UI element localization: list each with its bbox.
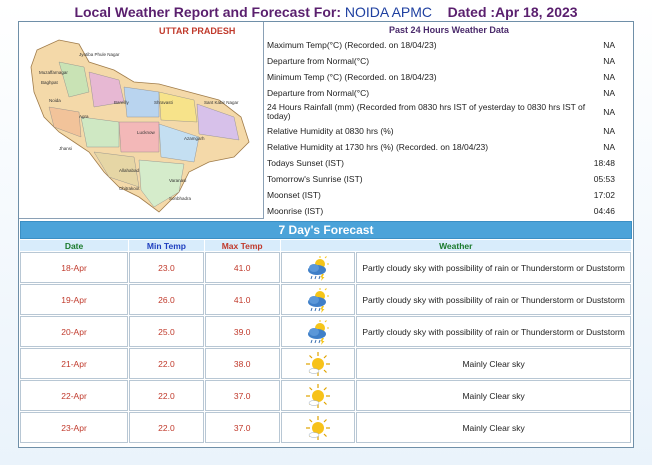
- past-row-value: NA: [603, 40, 615, 50]
- report-panel: [18, 21, 634, 448]
- forecast-weather-desc: Mainly Clear sky: [356, 348, 631, 379]
- forecast-weather-icon: [281, 412, 356, 443]
- state-name: UTTAR PRADESH: [159, 26, 236, 36]
- forecast-weather-desc: Partly cloudy sky with possibility of rain or Thunderstorm or Duststorm: [356, 284, 631, 315]
- forecast-rows: [20, 252, 631, 443]
- svg-text:Shravasti: Shravasti: [154, 100, 173, 105]
- forecast-title: 7 Day's Forecast: [20, 221, 632, 239]
- past-row-label: Departure from Normal(°C): [267, 56, 370, 66]
- forecast-date: 20-Apr: [20, 316, 128, 347]
- forecast-min-temp: 26.0: [129, 284, 204, 315]
- past-row-label: 24 Hours Rainfall (mm) (Recorded from 0830 hrs IST of yesterday to 0830 hrs IST of today): [267, 102, 586, 121]
- forecast-row: [20, 316, 631, 347]
- forecast-date: 22-Apr: [20, 380, 128, 411]
- uttar-pradesh-map-image: [19, 22, 263, 218]
- past-row-value: NA: [603, 56, 615, 66]
- forecast-date: 18-Apr: [20, 252, 128, 283]
- past-row-label: Todays Sunset (IST): [267, 158, 345, 168]
- past-row-value: 17:02: [593, 190, 615, 200]
- station-name: NOIDA APMC: [344, 4, 433, 20]
- forecast-min-temp: 23.0: [129, 252, 204, 283]
- forecast-max-temp: 37.0: [205, 412, 280, 443]
- past-row-value: NA: [603, 126, 615, 136]
- past-row-label: Minimum Temp (°C) (Recorded. on 18/04/23): [267, 72, 437, 82]
- forecast-weather-icon: [281, 284, 356, 315]
- forecast-max-temp: 41.0: [205, 252, 280, 283]
- state-map: [19, 22, 264, 219]
- title-prefix: Local Weather Report and Forecast For:: [74, 4, 342, 20]
- past-24h-title: Past 24 Hours Weather Data: [389, 24, 509, 35]
- past-24h-table: [265, 22, 633, 219]
- cloud-rain-thunder-icon: [305, 319, 331, 345]
- past-row-label: Departure from Normal(°C): [267, 88, 370, 98]
- forecast-row: [20, 284, 631, 315]
- forecast-weather-icon: [281, 380, 356, 411]
- forecast-date: 21-Apr: [20, 348, 128, 379]
- forecast-weather-icon: [281, 252, 356, 283]
- past-row-value: NA: [603, 142, 615, 152]
- forecast-row: [20, 412, 631, 443]
- svg-text:Muzaffarnagar: Muzaffarnagar: [39, 70, 68, 75]
- sun-clear-icon: [305, 415, 331, 441]
- forecast-weather-icon: [281, 348, 356, 379]
- forecast-weather-desc: Mainly Clear sky: [356, 412, 631, 443]
- past-row-value: NA: [603, 107, 615, 117]
- svg-text:Jyotiba Phule Nagar: Jyotiba Phule Nagar: [79, 52, 120, 57]
- svg-text:Varanasi: Varanasi: [169, 178, 187, 183]
- svg-text:Sant Kabir Nagar: Sant Kabir Nagar: [204, 100, 239, 105]
- forecast-table: [19, 239, 632, 444]
- forecast-min-temp: 25.0: [129, 316, 204, 347]
- svg-text:Bareilly: Bareilly: [114, 100, 129, 105]
- past-row-value: 04:46: [593, 206, 615, 216]
- forecast-weather-icon: [281, 316, 356, 347]
- col-header-min-temp: Min Temp: [129, 240, 204, 251]
- forecast-date: 19-Apr: [20, 284, 128, 315]
- past-row-label: Maximum Temp(°C) (Recorded. on 18/04/23): [267, 40, 437, 50]
- forecast-section: [19, 221, 633, 447]
- forecast-max-temp: 38.0: [205, 348, 280, 379]
- past-row-label: Tomorrow's Sunrise (IST): [267, 174, 363, 184]
- forecast-min-temp: 22.0: [129, 380, 204, 411]
- past-row-value: 18:48: [593, 158, 615, 168]
- forecast-row: [20, 348, 631, 379]
- past-row-value: NA: [603, 88, 615, 98]
- forecast-date: 23-Apr: [20, 412, 128, 443]
- col-header-max-temp: Max Temp: [205, 240, 280, 251]
- svg-text:Azamgarh: Azamgarh: [184, 136, 205, 141]
- svg-text:Sonbhadra: Sonbhadra: [169, 196, 192, 201]
- forecast-max-temp: 37.0: [205, 380, 280, 411]
- past-row-label: Moonset (IST): [267, 190, 321, 200]
- forecast-min-temp: 22.0: [129, 412, 204, 443]
- svg-text:Jhansi: Jhansi: [59, 146, 73, 151]
- page-title: [0, 4, 652, 20]
- svg-text:Agra: Agra: [79, 114, 89, 119]
- svg-text:Lucknow: Lucknow: [137, 130, 155, 135]
- past-row-label: Relative Humidity at 0830 hrs (%): [267, 126, 394, 136]
- forecast-max-temp: 39.0: [205, 316, 280, 347]
- col-header-weather: Weather: [281, 240, 631, 251]
- forecast-weather-desc: Partly cloudy sky with possibility of rain or Thunderstorm or Duststorm: [356, 316, 631, 347]
- forecast-row: [20, 380, 631, 411]
- sun-clear-icon: [305, 351, 331, 377]
- past-row-value: 05:53: [593, 174, 615, 184]
- past-row-label: Relative Humidity at 1730 hrs (%) (Recorded. on 18/04/23): [267, 142, 489, 152]
- forecast-max-temp: 41.0: [205, 284, 280, 315]
- svg-text:Allahabad: Allahabad: [119, 168, 140, 173]
- forecast-min-temp: 22.0: [129, 348, 204, 379]
- past-24h-panel: [265, 22, 633, 218]
- forecast-weather-desc: Mainly Clear sky: [356, 380, 631, 411]
- col-header-date: Date: [20, 240, 128, 251]
- cloud-rain-thunder-icon: [305, 255, 331, 281]
- past-row-value: NA: [603, 72, 615, 82]
- forecast-weather-desc: Partly cloudy sky with possibility of rain or Thunderstorm or Duststorm: [356, 252, 631, 283]
- report-date: Dated :Apr 18, 2023: [447, 4, 578, 20]
- sun-clear-icon: [305, 383, 331, 409]
- svg-text:Chitrakoot: Chitrakoot: [119, 186, 140, 191]
- past-row-label: Moonrise (IST): [267, 206, 324, 216]
- svg-text:Baghpat: Baghpat: [41, 80, 58, 85]
- svg-text:Noida: Noida: [49, 98, 61, 103]
- forecast-row: [20, 252, 631, 283]
- cloud-rain-thunder-icon: [305, 287, 331, 313]
